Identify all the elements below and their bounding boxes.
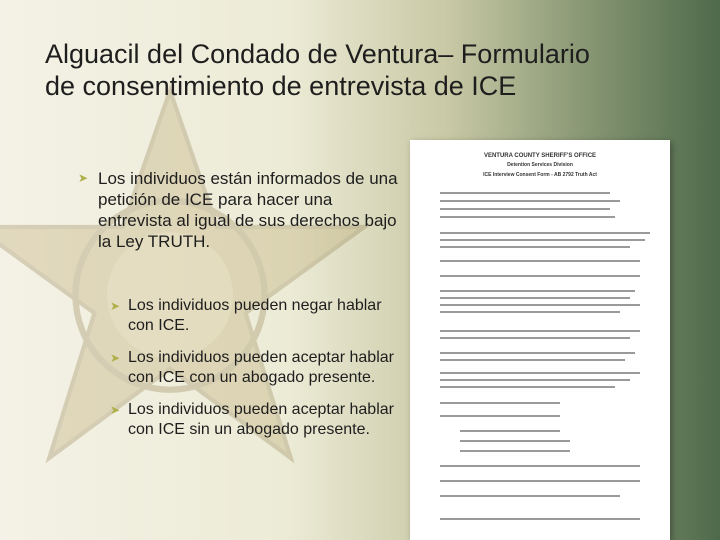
sub-bullet-text: Los individuos pueden negar hablar con ICE.	[128, 297, 382, 334]
form-title: ICE Interview Consent Form - AB 2792 Truth Act	[483, 172, 597, 178]
consent-form-image	[410, 140, 670, 540]
sub-bullet-list	[80, 296, 410, 452]
arrow-bullet-icon: ➤	[110, 299, 121, 313]
bullet-list	[80, 168, 410, 252]
form-division: Detention Services Division	[507, 162, 573, 168]
main-bullet-text: Los individuos están informados de una petición de ICE para hacer una entrevista al igual de sus derechos bajo la Ley TRUTH.	[98, 169, 398, 251]
form-office: VENTURA COUNTY SHERIFF'S OFFICE	[483, 153, 597, 159]
arrow-bullet-icon: ➤	[110, 403, 121, 417]
sub-bullet-text: Los individuos pueden aceptar hablar con ICE sin un abogado presente.	[128, 401, 394, 438]
sub-bullet-3	[80, 400, 410, 440]
slide-title: Alguacil del Condado de Ventura– Formulario de consentimiento de entrevista de ICE	[45, 39, 590, 101]
sub-bullet-2	[80, 348, 410, 388]
arrow-bullet-icon: ➤	[78, 171, 89, 185]
arrow-bullet-icon: ➤	[110, 351, 121, 365]
sub-bullet-1	[80, 296, 410, 336]
main-bullet	[80, 168, 410, 252]
sub-bullet-text: Los individuos pueden aceptar hablar con ICE con un abogado presente.	[128, 349, 394, 386]
